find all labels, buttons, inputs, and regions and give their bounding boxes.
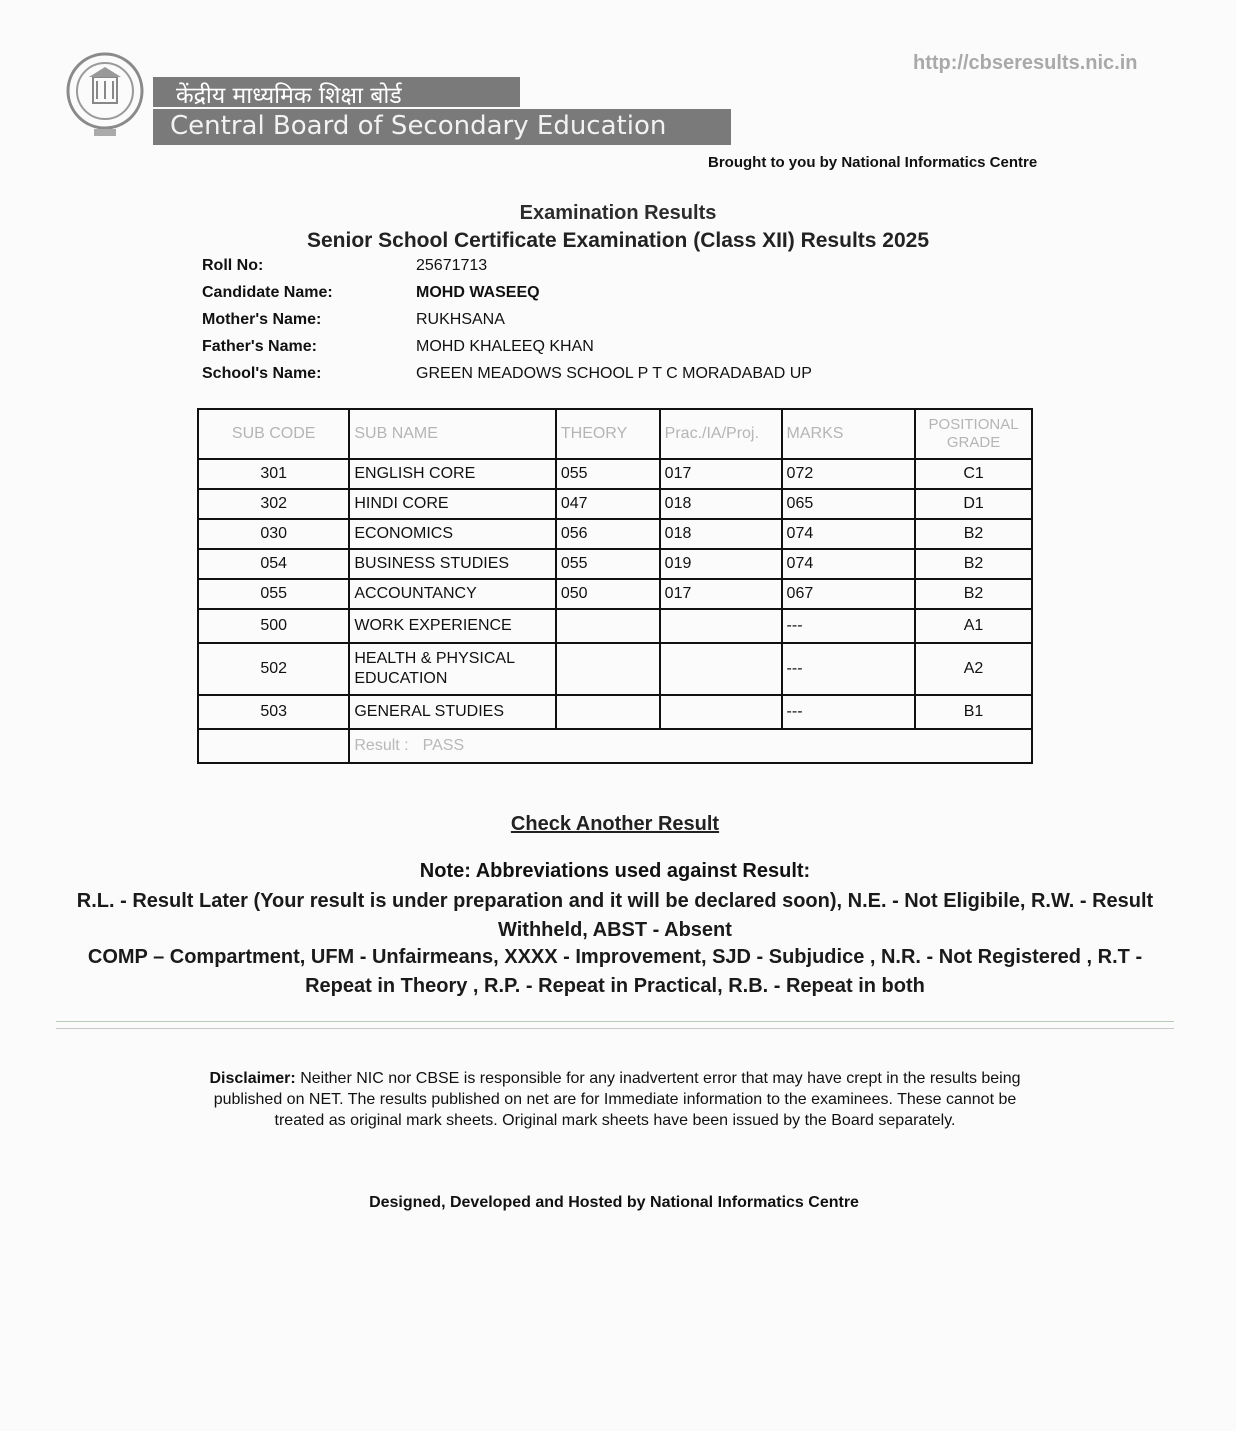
cell-grade: C1 <box>915 459 1032 489</box>
cell-sub-name: WORK EXPERIENCE <box>349 609 556 643</box>
cell-practical <box>660 643 782 695</box>
cell-theory <box>556 609 660 643</box>
mother-name-value: RUKHSANA <box>416 311 505 328</box>
cell-practical: 018 <box>660 489 782 519</box>
cell-sub-code: 500 <box>198 609 349 643</box>
cell-marks: 072 <box>782 459 916 489</box>
cell-sub-code: 503 <box>198 695 349 729</box>
table-row <box>198 549 1032 579</box>
table-row <box>198 695 1032 729</box>
cell-sub-code: 502 <box>198 643 349 695</box>
cell-marks: --- <box>782 695 916 729</box>
header-practical: Prac./IA/Proj. <box>660 409 782 459</box>
results-table <box>197 408 1033 764</box>
cell-theory <box>556 643 660 695</box>
cell-grade: D1 <box>915 489 1032 519</box>
board-name-english: Central Board of Secondary Education <box>170 111 667 141</box>
header-theory: THEORY <box>556 409 660 459</box>
cell-sub-name: ENGLISH CORE <box>349 459 556 489</box>
father-name-label: Father's Name: <box>202 338 317 355</box>
roll-label: Roll No: <box>202 257 264 274</box>
note-line-1: R.L. - Result Later (Your result is under preparation and it will be declared soon), N.E. - Not Eligibile, R.W. - Result Withheld, ABST - Absent <box>76 890 1154 941</box>
candidate-name-value: MOHD WASEEQ <box>416 284 540 301</box>
cell-grade: B2 <box>915 519 1032 549</box>
page-title: Examination Results <box>519 202 717 224</box>
cell-practical: 018 <box>660 519 782 549</box>
note-line-2: COMP – Compartment, UFM - Unfairmeans, XXXX - Improvement, SJD - Subjudice , N.R. - Not Registered , R.T - Repeat in Theory , R.P. - Repeat in Practical, R.B. - Repeat in both <box>87 946 1143 997</box>
cell-marks: 074 <box>782 519 916 549</box>
table-row <box>198 519 1032 549</box>
header-sub-name: SUB NAME <box>349 409 556 459</box>
header-sub-code: SUB CODE <box>198 409 349 459</box>
footer-credit: Designed, Developed and Hosted by National Informatics Centre <box>369 1194 859 1211</box>
cell-practical: 017 <box>660 579 782 609</box>
disclaimer-text: Neither NIC nor CBSE is responsible for any inadvertent error that may have crept in the results being published on NET. The results published on net are for Immediate information to the examinees. These cannot be treated as original mark sheets. Original mark sheets have been issued by the Board separately. <box>213 1070 1021 1129</box>
cell-practical <box>660 609 782 643</box>
cell-sub-name: GENERAL STUDIES <box>349 695 556 729</box>
table-row <box>198 579 1032 609</box>
cell-sub-name: HEALTH & PHYSICAL EDUCATION <box>349 643 556 695</box>
cell-sub-code: 054 <box>198 549 349 579</box>
cbse-emblem-icon <box>64 47 146 139</box>
mother-name-label: Mother's Name: <box>202 311 322 328</box>
roll-value: 25671713 <box>416 257 488 274</box>
cell-theory: 056 <box>556 519 660 549</box>
cell-grade: B2 <box>915 579 1032 609</box>
header-marks: MARKS <box>782 409 916 459</box>
cell-grade: A2 <box>915 643 1032 695</box>
header-positional-grade: POSITIONAL GRADE <box>915 409 1032 459</box>
cell-theory <box>556 695 660 729</box>
cell-sub-code: 055 <box>198 579 349 609</box>
cell-sub-code: 302 <box>198 489 349 519</box>
father-name-value: MOHD KHALEEQ KHAN <box>416 338 594 355</box>
cell-grade: A1 <box>915 609 1032 643</box>
cell-sub-code: 030 <box>198 519 349 549</box>
cell-theory: 047 <box>556 489 660 519</box>
cell-sub-code: 301 <box>198 459 349 489</box>
cell-marks: 067 <box>782 579 916 609</box>
site-url[interactable]: http://cbseresults.nic.in <box>913 52 1138 74</box>
cell-marks: --- <box>782 609 916 643</box>
cell-practical <box>660 695 782 729</box>
school-name-value: GREEN MEADOWS SCHOOL P T C MORADABAD UP <box>416 365 812 382</box>
table-row <box>198 643 1032 695</box>
cell-sub-name: ECONOMICS <box>349 519 556 549</box>
cell-theory: 050 <box>556 579 660 609</box>
cell-grade: B1 <box>915 695 1032 729</box>
board-name-hindi: केंद्रीय माध्यमिक शिक्षा बोर्ड <box>176 83 402 109</box>
cell-theory: 055 <box>556 459 660 489</box>
cell-theory: 055 <box>556 549 660 579</box>
cell-grade: B2 <box>915 549 1032 579</box>
table-header-row <box>198 409 1032 459</box>
cell-marks: --- <box>782 643 916 695</box>
disclaimer <box>200 1068 1030 1131</box>
result-empty-cell <box>198 729 349 763</box>
check-another-result-link[interactable]: Check Another Result <box>510 813 720 835</box>
result-label: Result : <box>354 737 409 754</box>
exam-title: Senior School Certificate Examination (Class XII) Results 2025 <box>306 229 930 252</box>
divider <box>56 1021 1174 1022</box>
cell-sub-name: BUSINESS STUDIES <box>349 549 556 579</box>
cell-sub-name: HINDI CORE <box>349 489 556 519</box>
result-value: PASS <box>422 737 465 754</box>
table-row <box>198 489 1032 519</box>
divider <box>56 1028 1174 1029</box>
cell-marks: 065 <box>782 489 916 519</box>
brought-by-text: Brought to you by National Informatics Centre <box>708 154 1038 171</box>
cell-practical: 019 <box>660 549 782 579</box>
table-row <box>198 459 1032 489</box>
cell-practical: 017 <box>660 459 782 489</box>
result-row <box>198 729 1032 763</box>
table-row <box>198 609 1032 643</box>
disclaimer-label: Disclaimer: <box>209 1070 296 1087</box>
cell-sub-name: ACCOUNTANCY <box>349 579 556 609</box>
note-title: Note: Abbreviations used against Result: <box>419 860 811 882</box>
cell-marks: 074 <box>782 549 916 579</box>
candidate-name-label: Candidate Name: <box>202 284 333 301</box>
school-name-label: School's Name: <box>202 365 322 382</box>
result-cell <box>349 729 1032 763</box>
